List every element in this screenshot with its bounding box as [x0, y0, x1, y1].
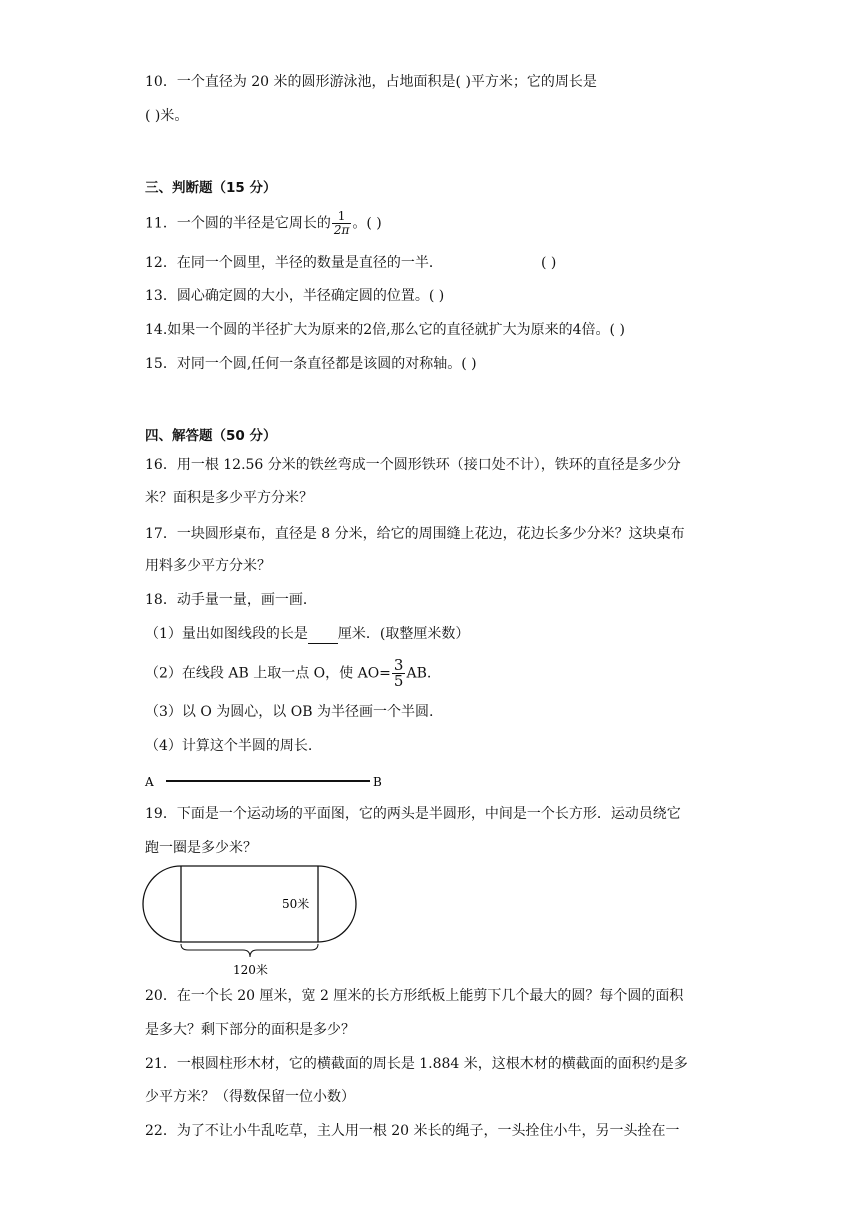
q11-suffix: 。( ) [352, 215, 382, 232]
q19-line1: 19．下面是一个运动场的平面图，它的两头是半圆形，中间是一个长方形．运动员绕它 [145, 806, 681, 822]
q18-fraction [392, 658, 406, 689]
q17-line2: 用料多少平方分米？ [145, 558, 271, 574]
q18-step2-suffix: AB. [406, 665, 432, 682]
q18-step1-prefix: （1）量出如图线段的长是 [145, 626, 308, 642]
q10-line2: ( )米。 [145, 108, 189, 124]
q18-step4: （4）计算这个半圆的周长. [145, 738, 313, 754]
q18-step2-prefix: （2）在线段 AB 上取一点 O，使 AO= [145, 665, 391, 682]
q10-line1: 10．一个直径为 20 米的圆形游泳池，占地面积是( )平方米；它的周长是 [145, 74, 597, 90]
stadium-figure [140, 860, 370, 982]
q21-line1: 21．一根圆柱形木材，它的横截面的周长是 1.884 米，这根木材的横截面的面积约是多 [145, 1056, 688, 1072]
q18-step2 [145, 658, 431, 689]
q11-frac-num: 1 [332, 210, 352, 224]
q18-title: 18．动手量一量，画一画． [145, 592, 317, 608]
section-4-title: 四、解答题（50 分） [145, 428, 277, 444]
stadium-length-label: 120米 [233, 963, 268, 977]
segment-label-b: B [373, 775, 382, 789]
q11 [145, 210, 382, 237]
q18-step1-suffix: 厘米．(取整厘米数） [337, 626, 470, 642]
q17-line1: 17．一块圆形桌布，直径是 8 分米，给它的周围缝上花边，花边长多少分米？这块桌布 [145, 526, 685, 542]
stadium-outline [143, 866, 356, 942]
q13: 13．圆心确定圆的大小，半径确定圆的位置。( ) [145, 288, 445, 304]
q18-frac-den: 5 [393, 672, 404, 690]
q11-fraction [332, 210, 352, 237]
q11-prefix: 11．一个圆的半径是它周长的 [145, 215, 331, 232]
q21-line2: 少平方米？（得数保留一位小数） [145, 1089, 355, 1105]
q15: 15．对同一个圆,任何一条直径都是该圆的对称轴。( ) [145, 356, 477, 372]
q16-line2: 米？面积是多少平方分米？ [145, 490, 313, 506]
q18-frac-num: 3 [393, 656, 404, 674]
q19-line2: 跑一圈是多少米？ [145, 840, 257, 856]
segment-ab-figure [140, 770, 400, 792]
q20-line2: 是多大？剩下部分的面积是多少？ [145, 1022, 355, 1038]
q22-line1: 22．为了不让小牛乱吃草，主人用一根 20 米长的绳子，一头拴住小牛，另一头拴在一 [145, 1123, 680, 1139]
q12-text: 12．在同一个圆里，半径的数量是直径的一半． [145, 255, 443, 271]
q14: 14.如果一个圆的半径扩大为原来的2倍,那么它的直径就扩大为原来的4倍。( ) [145, 322, 625, 338]
section-3-title: 三、判断题（15 分） [145, 180, 277, 196]
segment-label-a: A [145, 775, 154, 789]
q20-line1: 20．在一个长 20 厘米，宽 2 厘米的长方形纸板上能剪下几个最大的圆？每个圆的面积 [145, 988, 684, 1004]
q11-frac-den: 2π [333, 223, 350, 237]
q12-paren: ( ) [541, 255, 557, 271]
stadium-width-label: 50米 [282, 897, 310, 911]
q12 [145, 253, 557, 273]
q18-answer-blank [308, 629, 338, 644]
length-brace [181, 944, 318, 957]
q16-line1: 16．用一根 12.56 分米的铁丝弯成一个圆形铁环（接口处不计），铁环的直径是多少分 [145, 457, 681, 473]
q18-step3: （3）以 O 为圆心，以 OB 为半径画一个半圆. [145, 704, 434, 720]
q18-step1 [145, 624, 469, 644]
